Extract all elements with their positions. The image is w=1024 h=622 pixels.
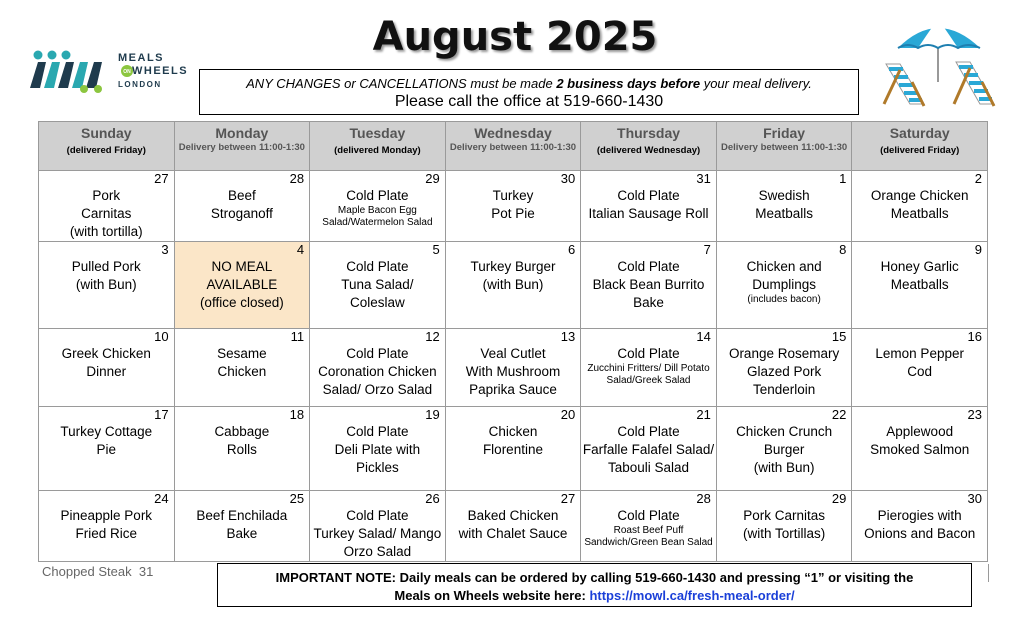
meal-text: (with Bun) <box>753 460 815 475</box>
day-number: 3 <box>161 242 169 257</box>
day-cell <box>174 329 310 407</box>
day-number: 21 <box>696 407 711 422</box>
week-row <box>39 242 988 329</box>
meal-text: Meatballs <box>755 206 813 221</box>
day-number: 11 <box>290 329 305 344</box>
weekday-name: Tuesday <box>349 125 406 141</box>
day-number: 2 <box>974 171 982 186</box>
day-cell <box>445 407 581 491</box>
beach-chairs-illustration <box>880 12 1000 112</box>
meal-text: (with tortilla) <box>69 224 143 239</box>
extra-day-cell <box>38 564 216 582</box>
meal-text: Coronation Chicken <box>318 364 437 379</box>
day-cell <box>39 242 175 329</box>
day-number: 6 <box>568 242 576 257</box>
meal-text: Salad/ Orzo Salad <box>322 382 433 397</box>
logo-line-london: LONDON <box>118 80 162 89</box>
meal-text: Beef Enchilada <box>196 508 288 523</box>
important-note-line-1: IMPORTANT NOTE: Daily meals can be ordered by calling 519-660-1430 and pressing “1” or visiting the <box>275 570 914 585</box>
important-note-line-2: Meals on Wheels website here: https://mowl.ca/fresh-meal-order/ <box>394 588 795 603</box>
day-number: 15 <box>831 329 847 344</box>
meal-text: Rolls <box>226 442 257 457</box>
day-cell <box>39 171 175 242</box>
meal-text: Cold Plate <box>617 346 680 361</box>
weekday-header-2 <box>310 122 446 171</box>
meal-text: Turkey Salad/ Mango <box>313 526 442 541</box>
day-number: 8 <box>839 242 847 257</box>
day-number: 24 <box>154 491 169 506</box>
day-number: 1 <box>839 171 847 186</box>
day-number: 17 <box>154 407 169 422</box>
weekday-name: Friday <box>763 125 806 141</box>
day-cell <box>852 491 988 562</box>
day-cell <box>716 242 852 329</box>
day-cell <box>581 329 717 407</box>
day-number: 25 <box>289 491 305 506</box>
day-number: 5 <box>432 242 440 257</box>
notice-line-1: ANY CHANGES or CANCELLATIONS must be made 2 business days before your meal delivery. <box>246 76 812 91</box>
meal-text: with Chalet Sauce <box>458 526 568 541</box>
day-number: 9 <box>974 242 982 257</box>
day-number: 29 <box>831 491 847 506</box>
meal-text: NO MEAL <box>211 259 273 274</box>
cancellation-notice <box>199 69 859 115</box>
weekday-header-4 <box>581 122 717 171</box>
weekday-name: Thursday <box>617 125 681 141</box>
meal-text: Tabouli Salad <box>608 460 690 475</box>
meal-text: Paprika Sauce <box>469 382 557 397</box>
meal-text: Orzo Salad <box>343 544 412 559</box>
meal-text: Stroganoff <box>210 206 273 221</box>
meal-text: (with Tortillas) <box>742 526 826 541</box>
day-cell <box>310 491 446 562</box>
meal-text: Orange Rosemary <box>728 346 840 361</box>
day-cell <box>581 171 717 242</box>
meal-text: Pineapple Pork <box>60 508 153 523</box>
day-number: 16 <box>967 329 982 344</box>
delivery-note: (delivered Wednesday) <box>596 145 701 156</box>
meal-text: Cold Plate <box>346 424 409 439</box>
meal-text: Orange Chicken <box>870 188 969 203</box>
meal-text: Sesame <box>217 346 267 361</box>
day-number: 7 <box>703 242 711 257</box>
meal-text: Cold Plate <box>346 259 409 274</box>
meal-text: Chicken <box>488 424 538 439</box>
meal-text: Maple Bacon Egg Salad/Watermelon Salad <box>322 205 433 228</box>
meal-text: Coleslaw <box>350 295 405 310</box>
meal-text: Tenderloin <box>752 382 816 397</box>
weekday-header-row <box>39 122 988 171</box>
weekday-header-1 <box>174 122 310 171</box>
day-cell <box>852 407 988 491</box>
weekday-header-5 <box>716 122 852 171</box>
day-number: 27 <box>154 171 169 186</box>
meal-text: Turkey Cottage <box>60 424 153 439</box>
day-cell <box>174 242 310 329</box>
weekday-header-6 <box>852 122 988 171</box>
meal-text: Cold Plate <box>346 346 409 361</box>
meal-text: Greek Chicken <box>61 346 151 361</box>
logo-line-wheels: WHEELS <box>132 65 189 77</box>
day-number: 20 <box>560 407 576 422</box>
meal-text: Tuna Salad/ <box>341 277 414 292</box>
day-cell <box>581 491 717 562</box>
meal-text: Cold Plate <box>346 508 409 523</box>
weekday-header-0 <box>39 122 175 171</box>
weekday-name: Monday <box>215 125 269 141</box>
delivery-note: Delivery between 11:00-1:30 <box>178 142 305 153</box>
delivery-note: Delivery between 11:00-1:30 <box>720 142 848 153</box>
meal-text: Dinner <box>86 364 127 379</box>
day-number: 14 <box>696 329 711 344</box>
meal-text: Pickles <box>356 460 399 475</box>
meal-text: Chicken <box>217 364 267 379</box>
meal-text: Pie <box>96 442 117 457</box>
meal-text: Turkey <box>492 188 534 203</box>
meal-text: Zucchini Fritters/ Dill Potato Salad/Greek Salad <box>587 363 710 386</box>
meal-text: Meatballs <box>890 206 949 221</box>
day-cell <box>716 407 852 491</box>
meal-text: Cold Plate <box>617 188 680 203</box>
logo-wordmark <box>118 52 188 91</box>
day-number: 27 <box>560 491 576 506</box>
delivery-note: Delivery between 11:00-1:30 <box>449 142 577 153</box>
meal-text: Italian Sausage Roll <box>588 206 709 221</box>
meal-text: Chicken and <box>746 259 822 274</box>
meal-text: Florentine <box>482 442 543 457</box>
day-cell <box>174 491 310 562</box>
day-number: 18 <box>289 407 305 422</box>
meal-text: Fried Rice <box>75 526 138 541</box>
order-link[interactable]: https://mowl.ca/fresh-meal-order/ <box>589 588 795 603</box>
meal-text: Bake <box>226 526 258 541</box>
meal-text: Honey Garlic <box>880 259 959 274</box>
day-cell <box>852 171 988 242</box>
logo-line-meals: MEALS <box>118 52 164 64</box>
meal-text: Pot Pie <box>491 206 535 221</box>
day-cell <box>39 407 175 491</box>
day-number: 23 <box>967 407 982 422</box>
meal-text: Bake <box>633 295 664 310</box>
day-number: 28 <box>289 171 305 186</box>
delivery-note: (delivered Monday) <box>334 145 421 156</box>
day-number: 19 <box>425 407 440 422</box>
calendar-edge <box>972 564 989 582</box>
meal-text: Smoked Salmon <box>870 442 970 457</box>
meal-text: Dumplings <box>752 277 816 292</box>
meal-text: Pulled Pork <box>71 259 141 274</box>
meal-text: Onions and Bacon <box>864 526 976 541</box>
meal-text: Deli Plate with <box>334 442 421 457</box>
page-title: August 2025 <box>372 14 658 60</box>
day-cell <box>310 171 446 242</box>
meal-text: With Mushroom <box>465 364 561 379</box>
week-row <box>39 171 988 242</box>
day-number: 22 <box>831 407 847 422</box>
meal-text: (with Bun) <box>482 277 544 292</box>
meal-text: Applewood <box>886 424 954 439</box>
day-cell <box>716 329 852 407</box>
delivery-note: (delivered Friday) <box>880 145 960 156</box>
day-number: 4 <box>296 242 305 257</box>
meal-text: Farfalle Falafel Salad/ <box>582 442 715 457</box>
day-cell <box>174 407 310 491</box>
day-number: 28 <box>696 491 711 506</box>
meal-text: (includes bacon) <box>747 294 821 305</box>
day-cell <box>716 171 852 242</box>
meal-text: Swedish <box>758 188 810 203</box>
weekday-name: Sunday <box>80 125 132 141</box>
day-number: 26 <box>425 491 440 506</box>
meal-text: Cold Plate <box>617 508 680 523</box>
day-cell <box>445 171 581 242</box>
day-cell <box>445 491 581 562</box>
meal-text: Black Bean Burrito <box>592 277 705 292</box>
meal-text: AVAILABLE <box>206 277 278 292</box>
day-cell <box>310 407 446 491</box>
weekday-name: Wednesday <box>474 125 552 141</box>
day-cell <box>39 491 175 562</box>
day-cell <box>310 242 446 329</box>
meal-calendar <box>38 121 988 562</box>
meal-text: Beef <box>227 188 256 203</box>
day-number: 12 <box>425 329 440 344</box>
meal-text: Cod <box>907 364 933 379</box>
weekday-header-3 <box>445 122 581 171</box>
day-number: 30 <box>560 171 576 186</box>
day-cell <box>581 407 717 491</box>
day-cell <box>310 329 446 407</box>
extra-day-meal: Chopped Steak <box>42 564 132 579</box>
meal-text: (with Bun) <box>75 277 137 292</box>
week-row <box>39 329 988 407</box>
meal-text: (office closed) <box>199 295 284 310</box>
meal-text: Turkey Burger <box>470 259 556 274</box>
meal-text: Chicken Crunch <box>736 424 833 439</box>
day-cell <box>445 242 581 329</box>
day-cell <box>445 329 581 407</box>
meal-text: Cabbage <box>214 424 270 439</box>
day-cell <box>852 329 988 407</box>
notice-phone-line: Please call the office at 519-660-1430 <box>394 93 664 110</box>
meal-text: Lemon Pepper <box>875 346 964 361</box>
meal-text: Veal Cutlet <box>480 346 546 361</box>
meal-text: Glazed Pork <box>746 364 822 379</box>
extra-day-date: 31 <box>138 564 154 579</box>
day-number: 29 <box>425 171 440 186</box>
meal-text: Baked Chicken <box>467 508 559 523</box>
meal-text: Roast Beef Puff Sandwich/Green Bean Salad <box>584 525 713 548</box>
day-number: 30 <box>967 491 982 506</box>
meal-text: Cold Plate <box>617 259 680 274</box>
delivery-note: (delivered Friday) <box>66 145 146 156</box>
meal-text: Meatballs <box>890 277 949 292</box>
day-cell <box>852 242 988 329</box>
day-cell <box>39 329 175 407</box>
day-cell <box>716 491 852 562</box>
meal-text: Pork Carnitas <box>743 508 825 523</box>
day-number: 31 <box>696 171 711 186</box>
day-number: 13 <box>560 329 576 344</box>
week-row <box>39 491 988 562</box>
day-number: 10 <box>154 329 169 344</box>
meal-text: Carnitas <box>81 206 132 221</box>
meal-text: Cold Plate <box>617 424 680 439</box>
weekday-name: Saturday <box>889 125 950 141</box>
meal-text: Pork <box>92 188 121 203</box>
svg-text:ON: ON <box>123 69 131 75</box>
meal-text: Pierogies with <box>877 508 962 523</box>
week-row <box>39 407 988 491</box>
important-note <box>217 563 972 607</box>
day-cell <box>174 171 310 242</box>
meal-text: Burger <box>763 442 805 457</box>
meal-text: Cold Plate <box>346 188 409 203</box>
day-cell <box>581 242 717 329</box>
